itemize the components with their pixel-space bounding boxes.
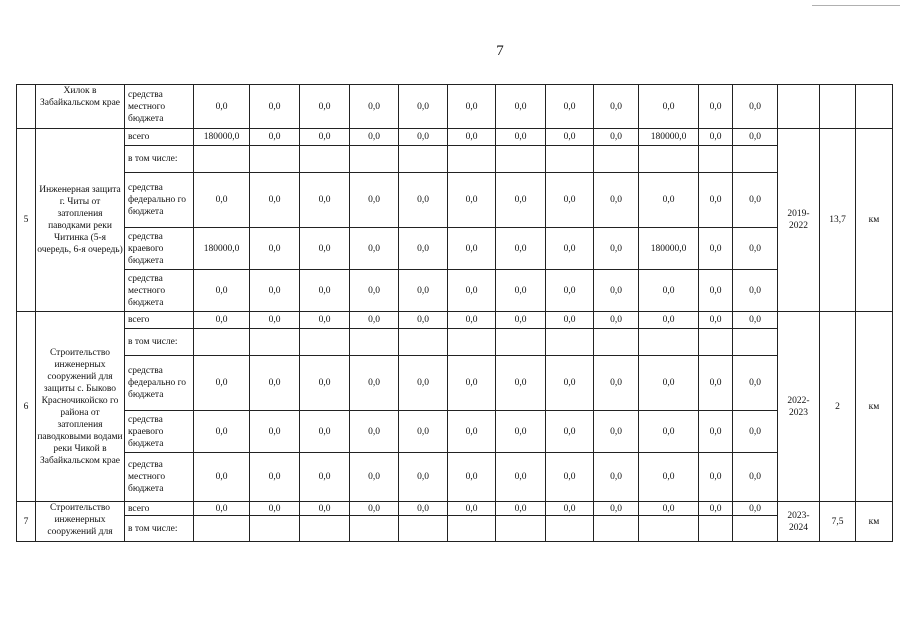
value-cell: 0,0 [496,173,546,228]
empty-cell [250,146,300,173]
value-cell: 0,0 [639,173,699,228]
value-cell: 0,0 [496,85,546,129]
value-cell: 0,0 [546,356,594,411]
value-cell: 0,0 [350,502,399,516]
value-cell: 0,0 [496,228,546,270]
empty-cell [496,516,546,542]
capacity-cell: 2 [820,312,856,502]
value-cell: 0,0 [250,270,300,312]
value-cell: 0,0 [250,453,300,502]
source-label: в том числе: [125,329,194,356]
value-cell: 0,0 [546,502,594,516]
value-cell: 0,0 [448,85,496,129]
value-cell: 0,0 [733,173,778,228]
table-row [17,146,893,173]
empty-cell [699,516,733,542]
table-row [17,129,893,146]
value-cell: 0,0 [350,228,399,270]
row-number: 5 [17,129,36,312]
table-row [17,356,893,411]
empty-cell [350,516,399,542]
value-cell: 0,0 [194,502,250,516]
value-cell: 0,0 [399,312,448,329]
value-cell: 0,0 [639,270,699,312]
value-cell: 0,0 [300,453,350,502]
value-cell: 0,0 [699,270,733,312]
value-cell: 0,0 [546,270,594,312]
value-cell: 0,0 [594,129,639,146]
value-cell: 0,0 [733,502,778,516]
value-cell: 0,0 [250,411,300,453]
value-cell: 0,0 [300,411,350,453]
value-cell: 0,0 [594,411,639,453]
value-cell: 180000,0 [194,228,250,270]
value-cell: 0,0 [496,129,546,146]
source-label: средства местного бюджета [125,270,194,312]
value-cell: 0,0 [733,129,778,146]
value-cell: 0,0 [699,173,733,228]
value-cell: 0,0 [250,228,300,270]
value-cell: 0,0 [194,85,250,129]
value-cell: 0,0 [300,173,350,228]
empty-cell [300,329,350,356]
value-cell: 0,0 [733,356,778,411]
value-cell: 0,0 [699,453,733,502]
value-cell: 0,0 [399,228,448,270]
empty-cell [546,146,594,173]
value-cell: 0,0 [496,312,546,329]
value-cell: 0,0 [399,411,448,453]
value-cell: 0,0 [350,312,399,329]
value-cell: 0,0 [639,453,699,502]
object-name: Строительство инженерных сооружений для защиты с. Быково Красночикойско го района от затопления паводковыми водами реки Чикой в Забайкальском крае [36,312,125,502]
value-cell: 0,0 [350,411,399,453]
empty-cell [250,329,300,356]
value-cell: 0,0 [194,312,250,329]
value-cell: 0,0 [594,312,639,329]
value-cell: 0,0 [250,85,300,129]
value-cell: 0,0 [699,228,733,270]
value-cell: 0,0 [448,356,496,411]
budget-table [16,84,893,542]
value-cell: 0,0 [699,411,733,453]
empty-cell [639,516,699,542]
empty-cell [733,329,778,356]
value-cell: 0,0 [194,173,250,228]
value-cell: 0,0 [594,502,639,516]
value-cell: 0,0 [250,173,300,228]
value-cell: 0,0 [496,502,546,516]
table-row [17,502,893,516]
table-row [17,270,893,312]
value-cell: 180000,0 [639,129,699,146]
table-row [17,85,893,129]
row-number [17,85,36,129]
value-cell: 0,0 [399,356,448,411]
source-label: всего [125,312,194,329]
value-cell: 0,0 [546,85,594,129]
value-cell: 0,0 [496,453,546,502]
value-cell: 0,0 [496,411,546,453]
source-label: в том числе: [125,146,194,173]
value-cell: 0,0 [350,173,399,228]
empty-cell [399,516,448,542]
empty-cell [496,329,546,356]
value-cell: 0,0 [399,502,448,516]
header-rule [812,5,900,6]
empty-cell [594,329,639,356]
value-cell: 0,0 [250,129,300,146]
table-row [17,173,893,228]
value-cell: 0,0 [194,270,250,312]
value-cell: 0,0 [699,502,733,516]
value-cell: 0,0 [448,129,496,146]
empty-cell [546,516,594,542]
capacity-cell: 13,7 [820,129,856,312]
empty-cell [594,516,639,542]
value-cell: 0,0 [448,173,496,228]
value-cell: 0,0 [546,228,594,270]
value-cell: 0,0 [448,453,496,502]
empty-cell [733,146,778,173]
unit-cell: км [856,129,893,312]
value-cell: 0,0 [546,312,594,329]
value-cell: 0,0 [448,270,496,312]
empty-cell [194,516,250,542]
value-cell: 0,0 [399,453,448,502]
capacity-cell [820,85,856,129]
value-cell: 0,0 [300,502,350,516]
empty-cell [733,516,778,542]
value-cell: 0,0 [733,312,778,329]
table-row [17,329,893,356]
value-cell: 0,0 [448,228,496,270]
capacity-cell: 7,5 [820,502,856,542]
period-cell: 2022-2023 [778,312,820,502]
value-cell: 0,0 [250,312,300,329]
empty-cell [639,329,699,356]
value-cell: 0,0 [639,356,699,411]
source-label: средства местного бюджета [125,85,194,129]
value-cell: 0,0 [300,228,350,270]
empty-cell [194,329,250,356]
empty-cell [250,516,300,542]
value-cell: 0,0 [300,85,350,129]
value-cell: 0,0 [594,228,639,270]
value-cell: 0,0 [639,411,699,453]
empty-cell [350,329,399,356]
value-cell: 0,0 [733,270,778,312]
source-label: средства краевого бюджета [125,411,194,453]
table-row [17,516,893,542]
value-cell: 0,0 [639,85,699,129]
value-cell: 0,0 [594,85,639,129]
unit-cell: км [856,312,893,502]
row-number: 7 [17,502,36,542]
value-cell: 0,0 [350,356,399,411]
value-cell: 0,0 [194,453,250,502]
empty-cell [496,146,546,173]
value-cell: 0,0 [300,312,350,329]
value-cell: 180000,0 [194,129,250,146]
source-label: средства местного бюджета [125,453,194,502]
value-cell: 0,0 [594,356,639,411]
source-label: средства федерально го бюджета [125,173,194,228]
value-cell: 0,0 [399,270,448,312]
empty-cell [350,146,399,173]
value-cell: 0,0 [699,129,733,146]
value-cell: 0,0 [496,270,546,312]
source-label: в том числе: [125,516,194,542]
value-cell: 0,0 [194,356,250,411]
value-cell: 0,0 [594,453,639,502]
value-cell: 0,0 [399,129,448,146]
value-cell: 0,0 [448,502,496,516]
value-cell: 0,0 [594,270,639,312]
value-cell: 0,0 [194,411,250,453]
empty-cell [448,329,496,356]
value-cell: 180000,0 [639,228,699,270]
empty-cell [399,146,448,173]
empty-cell [448,516,496,542]
empty-cell [594,146,639,173]
empty-cell [194,146,250,173]
empty-cell [399,329,448,356]
value-cell: 0,0 [733,228,778,270]
value-cell: 0,0 [250,356,300,411]
value-cell: 0,0 [350,453,399,502]
value-cell: 0,0 [733,453,778,502]
empty-cell [448,146,496,173]
source-label: всего [125,129,194,146]
page-number: 7 [496,43,504,59]
period-cell: 2023-2024 [778,502,820,542]
value-cell: 0,0 [300,356,350,411]
object-name: Строительство инженерных сооружений для [36,502,125,542]
value-cell: 0,0 [448,411,496,453]
table-row [17,228,893,270]
value-cell: 0,0 [399,173,448,228]
value-cell: 0,0 [350,85,399,129]
value-cell: 0,0 [448,312,496,329]
table-row [17,411,893,453]
value-cell: 0,0 [496,356,546,411]
value-cell: 0,0 [250,502,300,516]
unit-cell: км [856,502,893,542]
value-cell: 0,0 [546,129,594,146]
value-cell: 0,0 [733,85,778,129]
value-cell: 0,0 [300,129,350,146]
empty-cell [300,146,350,173]
value-cell: 0,0 [546,173,594,228]
value-cell: 0,0 [350,270,399,312]
source-label: средства федерально го бюджета [125,356,194,411]
value-cell: 0,0 [699,356,733,411]
source-label: всего [125,502,194,516]
value-cell: 0,0 [733,411,778,453]
value-cell: 0,0 [300,270,350,312]
empty-cell [300,516,350,542]
value-cell: 0,0 [639,312,699,329]
empty-cell [699,329,733,356]
value-cell: 0,0 [594,173,639,228]
value-cell: 0,0 [699,85,733,129]
empty-cell [699,146,733,173]
unit-cell [856,85,893,129]
value-cell: 0,0 [546,411,594,453]
table-row [17,312,893,329]
object-name: Хилок в Забайкальском крае [36,85,125,129]
empty-cell [639,146,699,173]
value-cell: 0,0 [399,85,448,129]
value-cell: 0,0 [639,502,699,516]
empty-cell [546,329,594,356]
value-cell: 0,0 [546,453,594,502]
value-cell: 0,0 [699,312,733,329]
value-cell: 0,0 [350,129,399,146]
period-cell: 2019-2022 [778,129,820,312]
object-name: Инженерная защита г. Читы от затопления паводками реки Читинка (5-я очередь, 6-я очередь) [36,129,125,312]
table-row [17,453,893,502]
row-number: 6 [17,312,36,502]
source-label: средства краевого бюджета [125,228,194,270]
period-cell [778,85,820,129]
